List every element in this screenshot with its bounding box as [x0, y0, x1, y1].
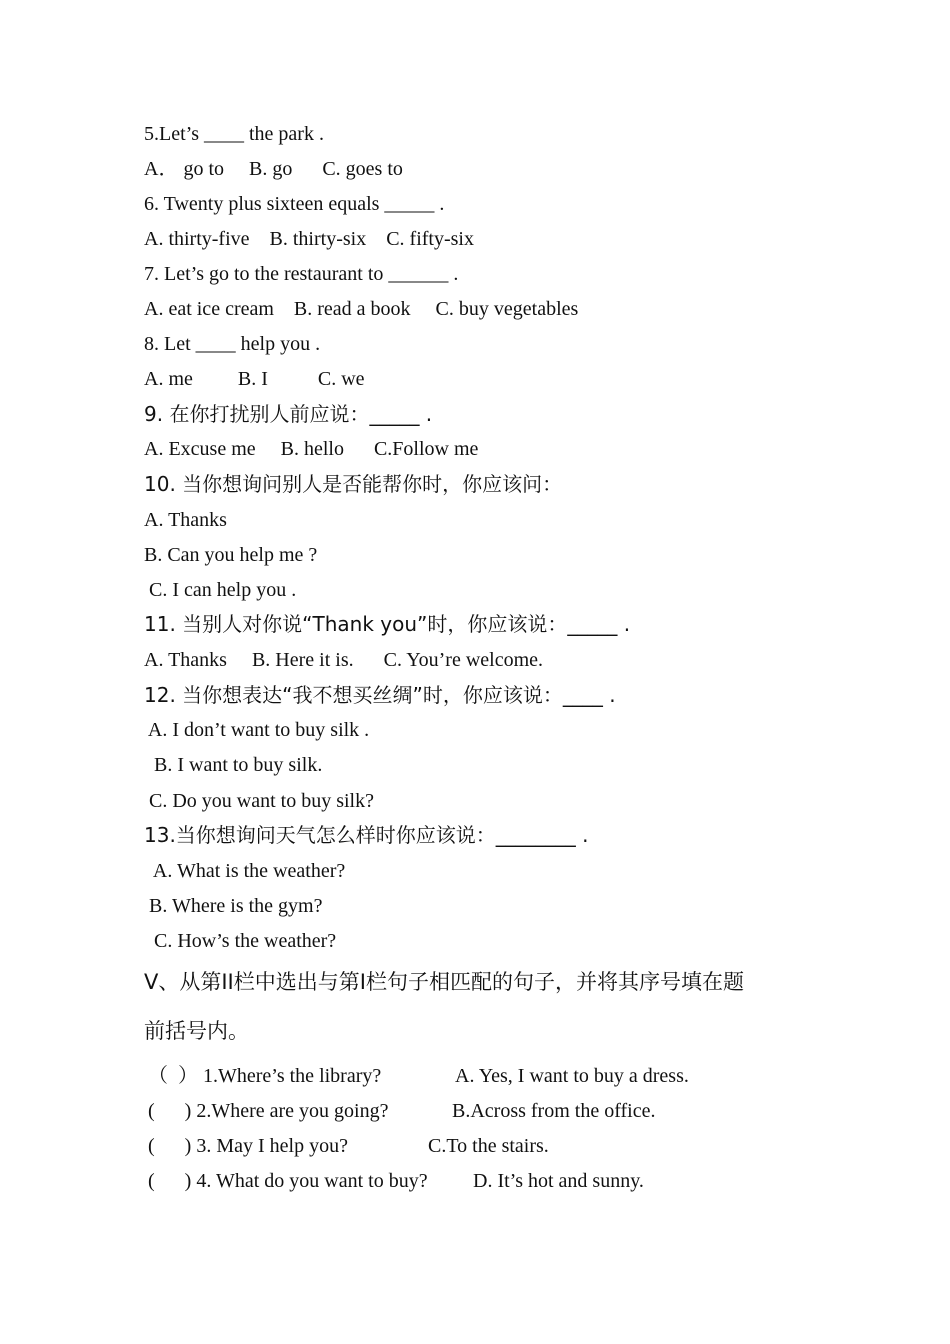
question-8-options: A. me B. I C. we — [144, 368, 365, 390]
match-right-d: D. It’s hot and sunny. — [473, 1170, 644, 1192]
match-left-3: ( ) 3. May I help you? — [148, 1135, 348, 1157]
question-9: 9. 在你打扰别人前应说：_____ . — [144, 402, 433, 426]
question-13-option-c: C. How’s the weather? — [144, 930, 337, 952]
question-12: 12. 当你想表达“我不想买丝绸”时，你应该说：____ . — [144, 683, 616, 707]
question-6-options: A. thirty-five B. thirty-six C. fifty-six — [144, 228, 474, 250]
question-13-option-a: A. What is the weather? — [144, 860, 346, 882]
question-8: 8. Let ____ help you . — [144, 333, 321, 355]
match-right-a: A. Yes, I want to buy a dress. — [455, 1065, 689, 1087]
question-12-option-c: C. Do you want to buy silk? — [144, 790, 374, 812]
question-10-option-a: A. Thanks — [144, 509, 227, 531]
question-9-options: A. Excuse me B. hello C.Follow me — [144, 438, 479, 460]
match-right-b: B.Across from the office. — [452, 1100, 656, 1122]
question-7: 7. Let’s go to the restaurant to ______ . — [144, 263, 459, 285]
question-12-option-a: A. I don’t want to buy silk . — [144, 719, 370, 741]
match-left-4: ( ) 4. What do you want to buy? — [148, 1170, 428, 1192]
match-right-c: C.To the stairs. — [428, 1135, 549, 1157]
question-11: 11. 当别人对你说“Thank you”时，你应该说：_____ . — [144, 612, 631, 636]
question-10-option-c: C. I can help you . — [144, 579, 297, 601]
question-5-options: A． go to B. go C. goes to — [144, 158, 403, 180]
question-10-option-b: B. Can you help me ? — [144, 544, 318, 566]
match-left-1: （ ） 1.Where’s the library? — [148, 1065, 382, 1087]
question-10: 10. 当你想询问别人是否能帮你时，你应该问： — [144, 472, 563, 496]
question-11-options: A. Thanks B. Here it is. C. You’re welcome. — [144, 649, 544, 671]
match-left-2: ( ) 2.Where are you going? — [148, 1100, 389, 1122]
question-5: 5.Let’s ____ the park . — [144, 123, 324, 145]
question-6: 6. Twenty plus sixteen equals _____ . — [144, 193, 445, 215]
question-7-options: A. eat ice cream B. read a book C. buy vegetables — [144, 298, 579, 320]
question-13: 13.当你想询问天气怎么样时你应该说：________ . — [144, 823, 589, 847]
question-12-option-b: B. I want to buy silk. — [144, 754, 323, 776]
question-13-option-b: B. Where is the gym? — [144, 895, 323, 917]
section-5-title-line-1: V、从第II栏中选出与第I栏句子相匹配的句子，并将其序号填在题 — [144, 970, 744, 994]
section-5-title-line-2: 前括号内。 — [144, 1019, 249, 1043]
